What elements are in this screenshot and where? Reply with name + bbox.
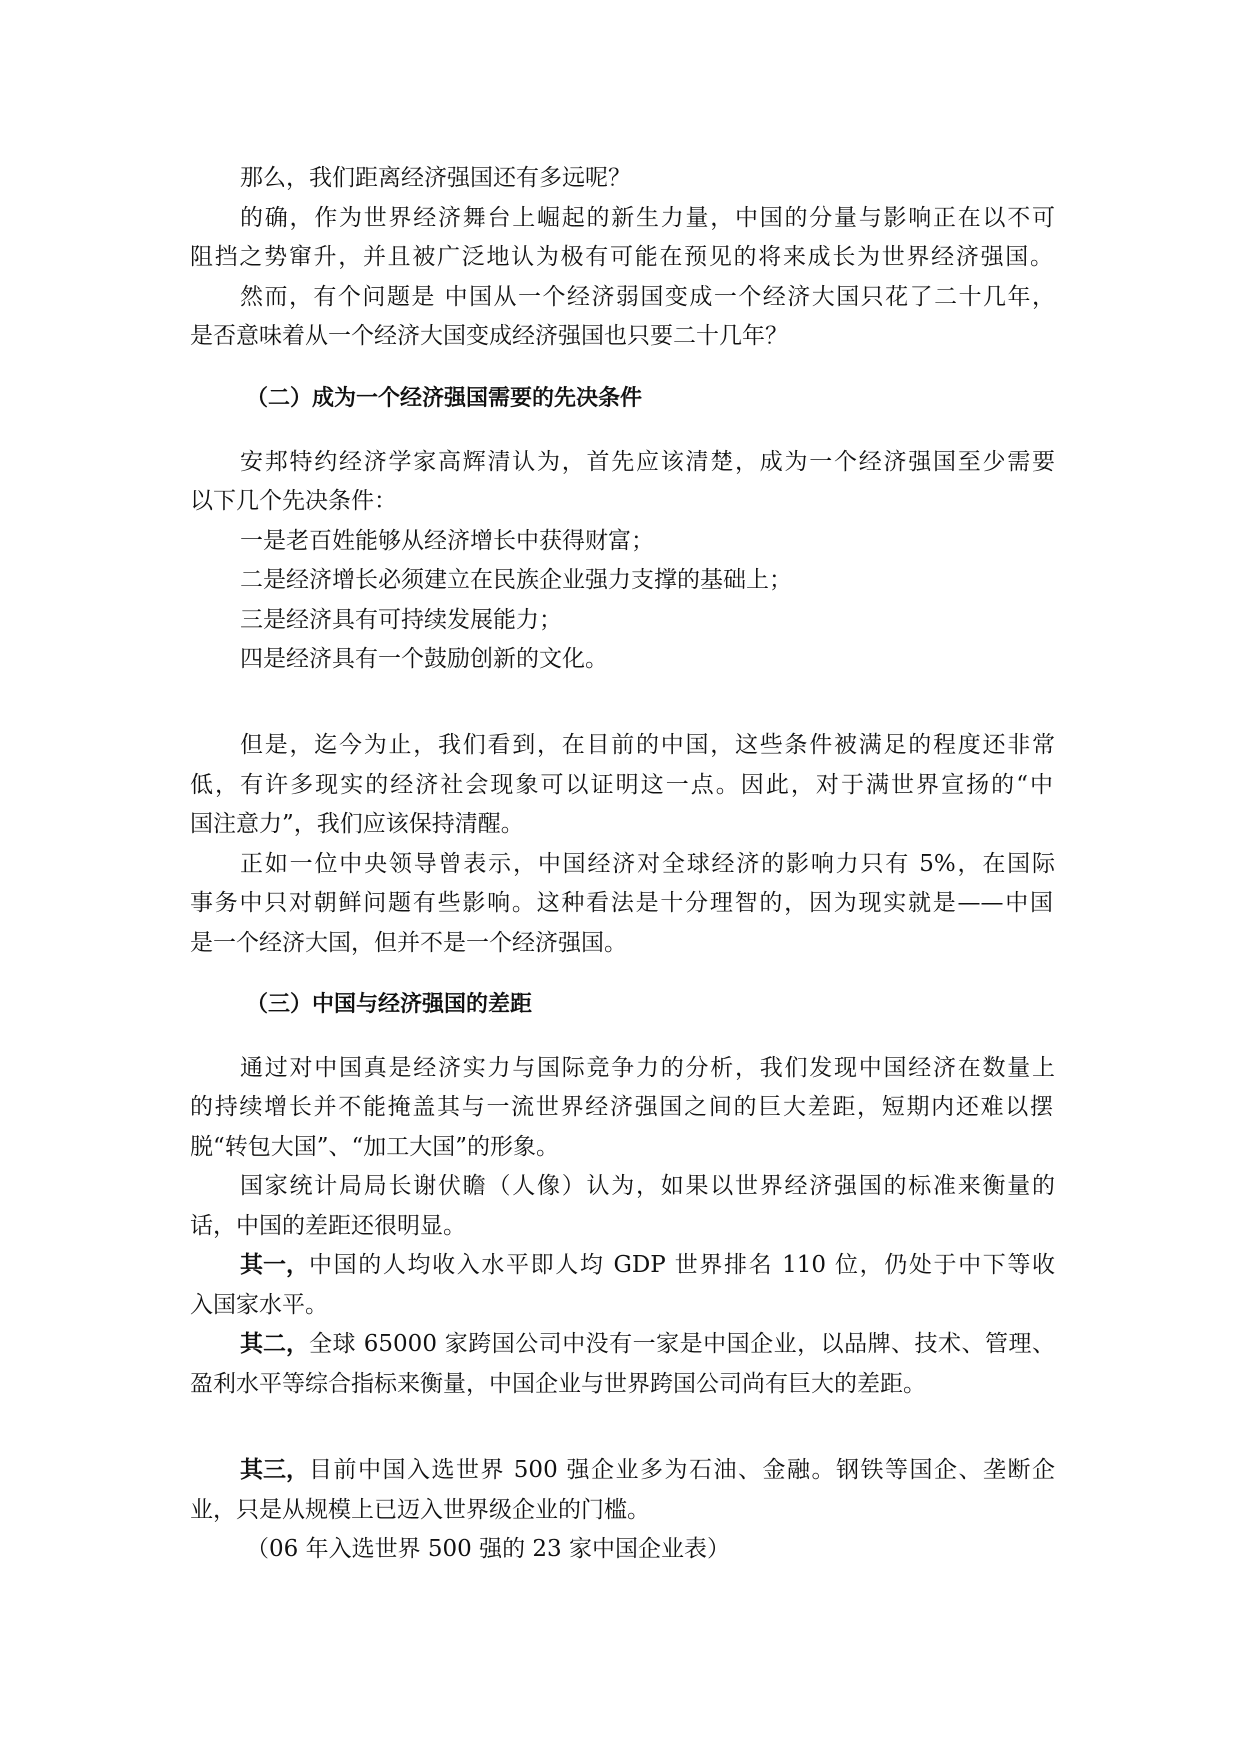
- paragraph-line: 话，中国的差距还很明显。: [190, 1213, 466, 1239]
- paragraph-line: 但是，迄今为止，我们看到，在目前的中国，这些条件被满足的程度还非常: [240, 732, 1055, 758]
- paragraph-line: 那么，我们距离经济强国还有多远呢？: [240, 165, 631, 191]
- paragraph-line: 脱“转包大国”、“加工大国”的形象。: [190, 1134, 560, 1160]
- paragraph-line: 通过对中国真是经济实力与国际竞争力的分析，我们发现中国经济在数量上: [240, 1055, 1055, 1081]
- paragraph-line: 国家统计局局长谢伏瞻（人像）认为，如果以世界经济强国的标准来衡量的: [240, 1173, 1055, 1199]
- list-item: 三是经济具有可持续发展能力；: [240, 607, 562, 633]
- paragraph-line: 的确，作为世界经济舞台上崛起的新生力量，中国的分量与影响正在以不可: [240, 205, 1055, 231]
- paragraph-line: 正如一位中央领导曾表示，中国经济对全球经济的影响力只有 5%，在国际: [240, 851, 1055, 877]
- paragraph-line: [240, 1456, 1055, 1484]
- item-lead: 其一，: [240, 1251, 309, 1278]
- section-heading: （二）成为一个经济强国需要的先决条件: [246, 386, 643, 411]
- list-item: 一是老百姓能够从经济增长中获得财富；: [240, 528, 654, 554]
- paragraph-line: 业，只是从规模上已迈入世界级企业的门槛。: [190, 1497, 650, 1523]
- paragraph-line: 安邦特约经济学家高辉清认为，首先应该清楚，成为一个经济强国至少需要: [240, 449, 1055, 475]
- paragraph-line: 国注意力”，我们应该保持清醒。: [190, 811, 524, 837]
- paragraph-line: 低，有许多现实的经济社会现象可以证明这一点。因此，对于满世界宣扬的“中: [190, 772, 1053, 798]
- item-text: 中国的人均收入水平即人均 GDP 世界排名 110 位，仍处于中下等收: [309, 1252, 1055, 1278]
- item-lead: 其三，: [240, 1456, 309, 1483]
- paragraph-line: 是一个经济大国，但并不是一个经济强国。: [190, 930, 627, 956]
- paragraph-line: 盈利水平等综合指标来衡量，中国企业与世界跨国公司尚有巨大的差距。: [190, 1371, 926, 1397]
- list-item: 二是经济增长必须建立在民族企业强力支撑的基础上；: [240, 567, 792, 593]
- paragraph-line: 以下几个先决条件：: [190, 488, 397, 514]
- paragraph-line: 的持续增长并不能掩盖其与一流世界经济强国之间的巨大差距，短期内还难以摆: [190, 1094, 1053, 1120]
- paragraph-line: 事务中只对朝鲜问题有些影响。这种看法是十分理智的，因为现实就是——中国: [190, 890, 1053, 916]
- list-item: 四是经济具有一个鼓励创新的文化。: [240, 646, 608, 672]
- paragraph-line: [240, 1251, 1055, 1279]
- paragraph-line: 是否意味着从一个经济大国变成经济强国也只要二十几年？: [190, 323, 788, 349]
- item-text: 目前中国入选世界 500 强企业多为石油、金融。钢铁等国企、垄断企: [309, 1457, 1055, 1483]
- paragraph-line: 然而，有个问题是 中国从一个经济弱国变成一个经济大国只花了二十几年，: [240, 284, 1055, 310]
- table-caption: （06 年入选世界 500 强的 23 家中国企业表）: [246, 1536, 730, 1562]
- item-lead: 其二，: [240, 1330, 309, 1357]
- paragraph-line: 阻挡之势窜升，并且被广泛地认为极有可能在预见的将来成长为世界经济强国。: [190, 244, 1053, 270]
- section-heading: （三）中国与经济强国的差距: [246, 992, 533, 1017]
- item-text: 全球 65000 家跨国公司中没有一家是中国企业，以品牌、技术、管理、: [309, 1331, 1055, 1357]
- paragraph-line: 入国家水平。: [190, 1292, 328, 1318]
- paragraph-line: [240, 1330, 1055, 1358]
